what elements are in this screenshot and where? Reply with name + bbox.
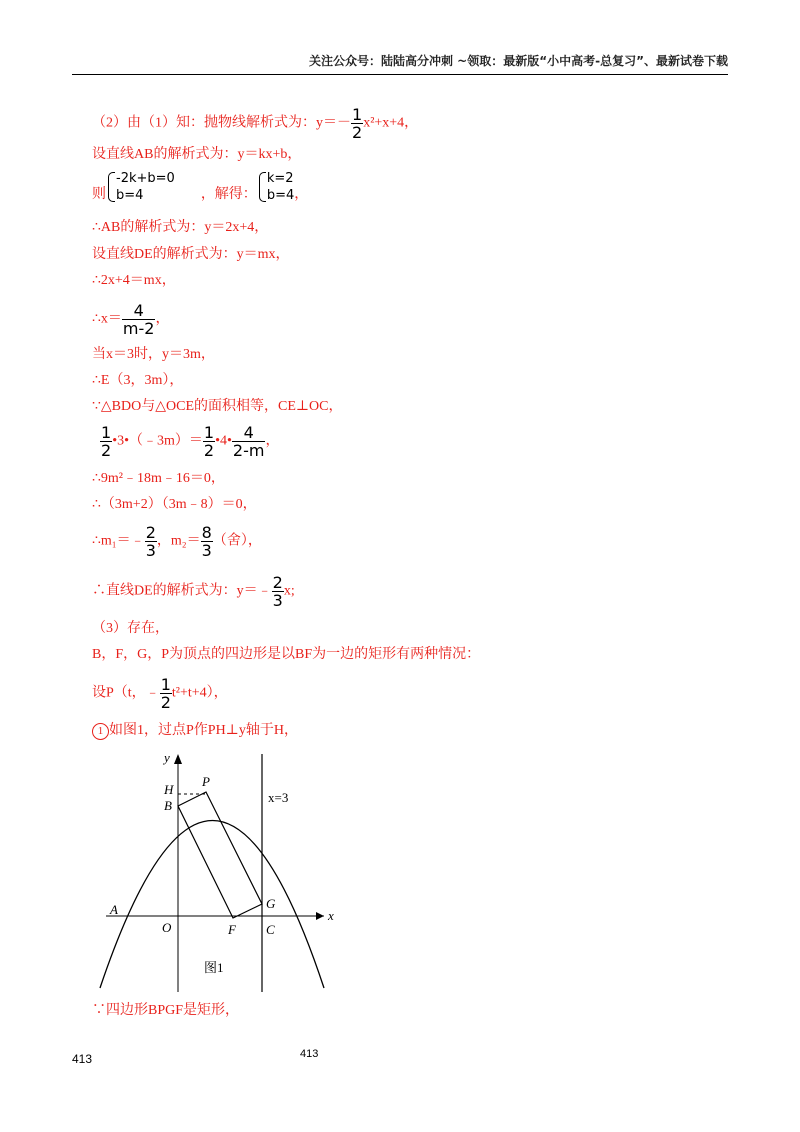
fraction bbox=[160, 676, 172, 711]
label-y: y bbox=[164, 750, 170, 765]
numerator: 1 bbox=[101, 423, 112, 442]
line-two-cases: B，F，G，P为顶点的四边形是以BF为一边的矩形有两种情况： bbox=[92, 647, 481, 662]
line-de-set: 设直线DE的解析式为：y＝mx， bbox=[92, 247, 290, 262]
numerator: 8 bbox=[201, 523, 212, 542]
text: x²+x+4， bbox=[363, 115, 419, 131]
fraction bbox=[272, 574, 284, 609]
page-header bbox=[72, 52, 728, 75]
line-factored: ∴（3m+2）（3m﹣8）＝0， bbox=[92, 497, 257, 512]
denominator: 2 bbox=[160, 693, 171, 712]
figure-caption: 图1 bbox=[204, 960, 224, 975]
line-x-equals-3: 当x＝3时，y＝3m， bbox=[92, 347, 215, 362]
line-part3: （3）存在， bbox=[92, 621, 169, 636]
label-a: A bbox=[110, 902, 118, 917]
line-equation: ∴2x+4＝mx， bbox=[92, 273, 176, 288]
text: y＝－ bbox=[316, 115, 351, 131]
line-area-equal: ∵△BDO与△OCE的面积相等，CE⊥OC， bbox=[92, 399, 343, 414]
text: •4• bbox=[215, 433, 232, 449]
fraction bbox=[232, 424, 266, 459]
line-point-e: ∴E（3，3m）， bbox=[92, 373, 184, 388]
text: 设P（t，﹣ bbox=[92, 685, 160, 701]
line-system bbox=[92, 170, 308, 204]
denominator: 2 bbox=[352, 123, 363, 142]
fraction bbox=[145, 524, 157, 559]
header-text: 关注公众号：陆陆高分冲刺 ~领取：最新版“小中高考-总复习”、最新试卷下载 bbox=[309, 54, 728, 68]
page-number-center: 413 bbox=[300, 1048, 319, 1060]
label-o: O bbox=[162, 920, 172, 935]
label-x: x bbox=[328, 908, 334, 923]
text: ∴直线DE的解析式为：y＝﹣ bbox=[92, 583, 272, 599]
text: •3•（﹣3m）＝ bbox=[112, 433, 203, 449]
numerator: 2 bbox=[272, 573, 283, 592]
line-parabola bbox=[92, 106, 418, 141]
label-g: G bbox=[266, 896, 276, 911]
equation: b=4 bbox=[116, 188, 144, 203]
numerator: 4 bbox=[232, 424, 266, 442]
text: 则 bbox=[92, 187, 106, 202]
y-axis-arrow-icon bbox=[174, 754, 182, 764]
fraction bbox=[203, 424, 215, 459]
denominator: 2 bbox=[203, 441, 215, 460]
line-ab-set: 设直线AB的解析式为：y＝kx+b， bbox=[92, 147, 302, 162]
denominator: m-2 bbox=[122, 319, 155, 338]
text: （舍）， bbox=[212, 533, 262, 549]
numerator: 4 bbox=[122, 302, 156, 320]
equation: b=4 bbox=[266, 188, 295, 203]
text: t²+t+4）， bbox=[171, 685, 228, 701]
label-c: C bbox=[266, 922, 275, 937]
line-x-solution bbox=[92, 302, 169, 337]
line-m-solutions bbox=[92, 524, 262, 559]
denominator: 2-m bbox=[232, 441, 265, 460]
fraction bbox=[201, 524, 213, 559]
fraction bbox=[100, 424, 112, 459]
label-b: B bbox=[164, 798, 172, 813]
fraction bbox=[351, 106, 363, 141]
text: ， bbox=[155, 311, 170, 327]
equation: -2k+b=0 bbox=[116, 171, 175, 186]
rectangle-bpgf bbox=[178, 792, 262, 918]
equation: k=2 bbox=[266, 171, 294, 186]
text: ，解得： bbox=[200, 187, 257, 202]
label-p: P bbox=[202, 774, 210, 789]
denominator: 3 bbox=[201, 541, 212, 560]
text: ， bbox=[265, 433, 280, 449]
line-case1 bbox=[92, 722, 298, 740]
circled-number: 1 bbox=[92, 723, 109, 740]
line-rectangle: ∵四边形BPGF是矩形， bbox=[92, 1003, 240, 1018]
fraction bbox=[122, 302, 156, 337]
text: （2）由（1）知：抛物线解析式为： bbox=[92, 115, 316, 131]
text: ，m₂＝ bbox=[156, 533, 201, 549]
numerator: 2 bbox=[145, 523, 156, 542]
numerator: 1 bbox=[160, 675, 171, 694]
equation-system-1 bbox=[106, 170, 175, 204]
label-h: H bbox=[164, 782, 174, 797]
numerator: 1 bbox=[203, 423, 215, 442]
line-quadratic: ∴9m²﹣18m﹣16＝0， bbox=[92, 471, 225, 486]
denominator: 3 bbox=[272, 591, 283, 610]
label-f: F bbox=[228, 922, 236, 937]
denominator: 3 bbox=[145, 541, 156, 560]
text: ， bbox=[294, 187, 309, 202]
figure-svg bbox=[88, 748, 348, 998]
line-de-result bbox=[92, 574, 295, 609]
line-area-equation bbox=[100, 424, 279, 459]
x-axis-arrow-icon bbox=[316, 912, 324, 920]
label-x3: x=3 bbox=[268, 790, 289, 805]
text: ∴m₁＝﹣ bbox=[92, 533, 145, 549]
numerator: 1 bbox=[352, 105, 363, 124]
denominator: 2 bbox=[101, 441, 112, 460]
line-ab-result: ∴AB的解析式为：y＝2x+4， bbox=[92, 220, 269, 235]
text: x; bbox=[283, 583, 295, 599]
text: 如图1，过点P作PH⊥y轴于H， bbox=[109, 723, 298, 738]
line-set-p bbox=[92, 676, 228, 711]
equation-system-2 bbox=[257, 170, 294, 204]
text: ∴x＝ bbox=[92, 311, 122, 327]
page-number-left: 413 bbox=[72, 1052, 93, 1066]
figure-1 bbox=[88, 748, 348, 1003]
